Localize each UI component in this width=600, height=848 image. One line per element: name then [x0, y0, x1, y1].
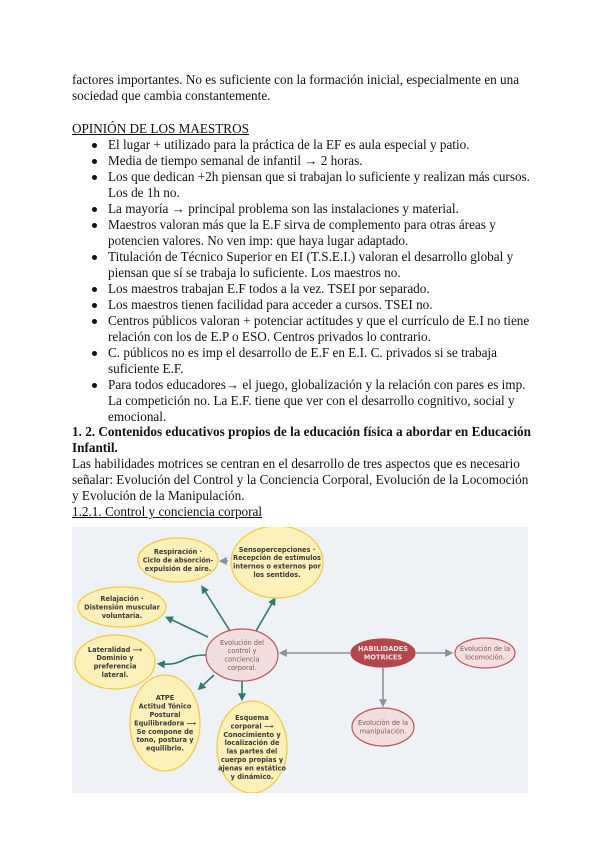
node-label: Actitud Tónico — [138, 702, 192, 711]
node-respiracion — [138, 538, 218, 582]
node-center — [206, 629, 278, 681]
node-label: preferencia — [93, 662, 137, 671]
node-label: Sensopercepciones · — [238, 545, 316, 554]
list-item: Media de tiempo semanal de infantil → 2 horas. — [72, 153, 532, 169]
node-label: tono, postura y — [136, 736, 194, 745]
node-label: conciencia — [224, 655, 260, 664]
concept-map-svg — [72, 527, 528, 793]
node-esquema — [217, 701, 287, 793]
node-label: HABILIDADES — [357, 645, 409, 654]
list-item: Maestros valoran más que la E.F sirva de complemento para otras áreas y potencien valores. No ven imp: que haya lugar adaptado. — [72, 217, 532, 249]
node-label: corporal. — [227, 664, 257, 672]
node-label: corporal ⟶ — [230, 722, 274, 731]
node-label: Respiración · — [153, 548, 203, 556]
list-item: Los que dedican +2h piensan que si trabajan lo suficiente y realizan más cursos. Los de 1h no. — [72, 169, 532, 201]
node-label: ajenas en estático — [218, 764, 286, 773]
node-label: Recepción de estímulos — [233, 554, 321, 563]
node-label: lateral. — [101, 671, 129, 679]
node-root — [351, 639, 415, 667]
node-label: cuerpo propias y — [220, 756, 284, 764]
node-label: Ciclo de absorción- — [142, 556, 214, 565]
opinion-list — [72, 137, 532, 425]
node-label: ATPE — [155, 694, 175, 703]
node-locomocion — [455, 638, 515, 668]
section-subtitle: 1.2.1. Control y conciencia corporal — [72, 504, 263, 519]
list-item: Titulación de Técnico Superior en EI (T.S.E.I.) valoran el desarrollo global y piensan que sí se trabaja lo suficiente. Los maestros no. — [72, 249, 532, 281]
list-item: Para todos educadores→ el juego, globalización y la relación con pares es imp. La competición no. La E.F. tiene que ver con el desarrollo cognitivo, social y emocional. — [72, 377, 532, 425]
node-label: manipulación. — [359, 727, 407, 736]
section-title: 1. 2. Contenidos educativos propios de la educación física a abordar en Educación Infantil. — [72, 424, 531, 455]
node-lateralidad — [75, 635, 155, 689]
node-label: Lateralidad ⟶ — [87, 645, 143, 654]
node-label: localización de — [224, 739, 280, 748]
list-item: Los maestros tienen facilidad para acceder a cursos. TSEI no. — [72, 297, 532, 313]
node-label: Conocimiento y — [223, 730, 281, 739]
intro-paragraph: factores importantes. No es suficiente con la formación inicial, especialmente en una sociedad que cambia constantemente. — [72, 72, 520, 103]
node-label: internos o externos por — [233, 562, 321, 571]
node-label: voluntaria. — [101, 611, 143, 620]
node-senso — [231, 527, 323, 598]
node-label: equilibrio. — [146, 744, 184, 753]
node-label: Equilibradora ⟶ — [134, 719, 196, 728]
node-manipulacion — [352, 708, 414, 746]
node-label: las partes del — [226, 747, 278, 756]
concept-map-diagram — [72, 527, 528, 793]
list-item: Los maestros trabajan E.F todos a la vez. TSEI por separado. — [72, 281, 532, 297]
node-label: los sentidos. — [253, 571, 301, 579]
node-label: Esquema — [235, 714, 269, 722]
list-item: El lugar + utilizado para la práctica de la EF es aula especial y patio. — [72, 137, 532, 153]
node-label: Se compone de — [136, 727, 194, 736]
list-item: C. públicos no es imp el desarrollo de E.F en E.I. C. privados si se trabaja suficiente E.F. — [72, 345, 532, 377]
node-label: expulsión de aire. — [144, 564, 212, 573]
list-item: La mayoría → principal problema son las instalaciones y material. — [72, 201, 532, 217]
node-label: MOTRICES — [363, 653, 403, 662]
node-label: locomoción. — [465, 653, 505, 662]
node-label: Evolución de la — [357, 719, 409, 728]
node-label: control y — [227, 647, 257, 656]
node-atpe — [130, 675, 200, 771]
node-label: Evolución del — [220, 638, 264, 647]
opinion-heading: OPINIÓN DE LOS MAESTROS — [72, 121, 249, 136]
node-label: Dominio y — [96, 654, 134, 663]
node-label: Distensión muscular — [84, 603, 160, 612]
node-label: y dinámico. — [230, 772, 274, 781]
node-label: Postural — [149, 711, 181, 719]
node-relajacion — [78, 587, 166, 627]
node-label: Evolución de la — [459, 645, 511, 654]
node-label: Relajación · — [100, 595, 144, 603]
section-body: Las habilidades motrices se centran en el desarrollo de tres aspectos que es necesario señalar: Evolución del Control y la Conciencia Corporal, Evolución de la Locomoción y Evolución de la Manipulación. — [72, 456, 529, 503]
list-item: Centros públicos valoran + potenciar actitudes y que el currículo de E.I no tiene relación con los de E.P o ESO. Centros privados lo contrario. — [72, 313, 532, 345]
